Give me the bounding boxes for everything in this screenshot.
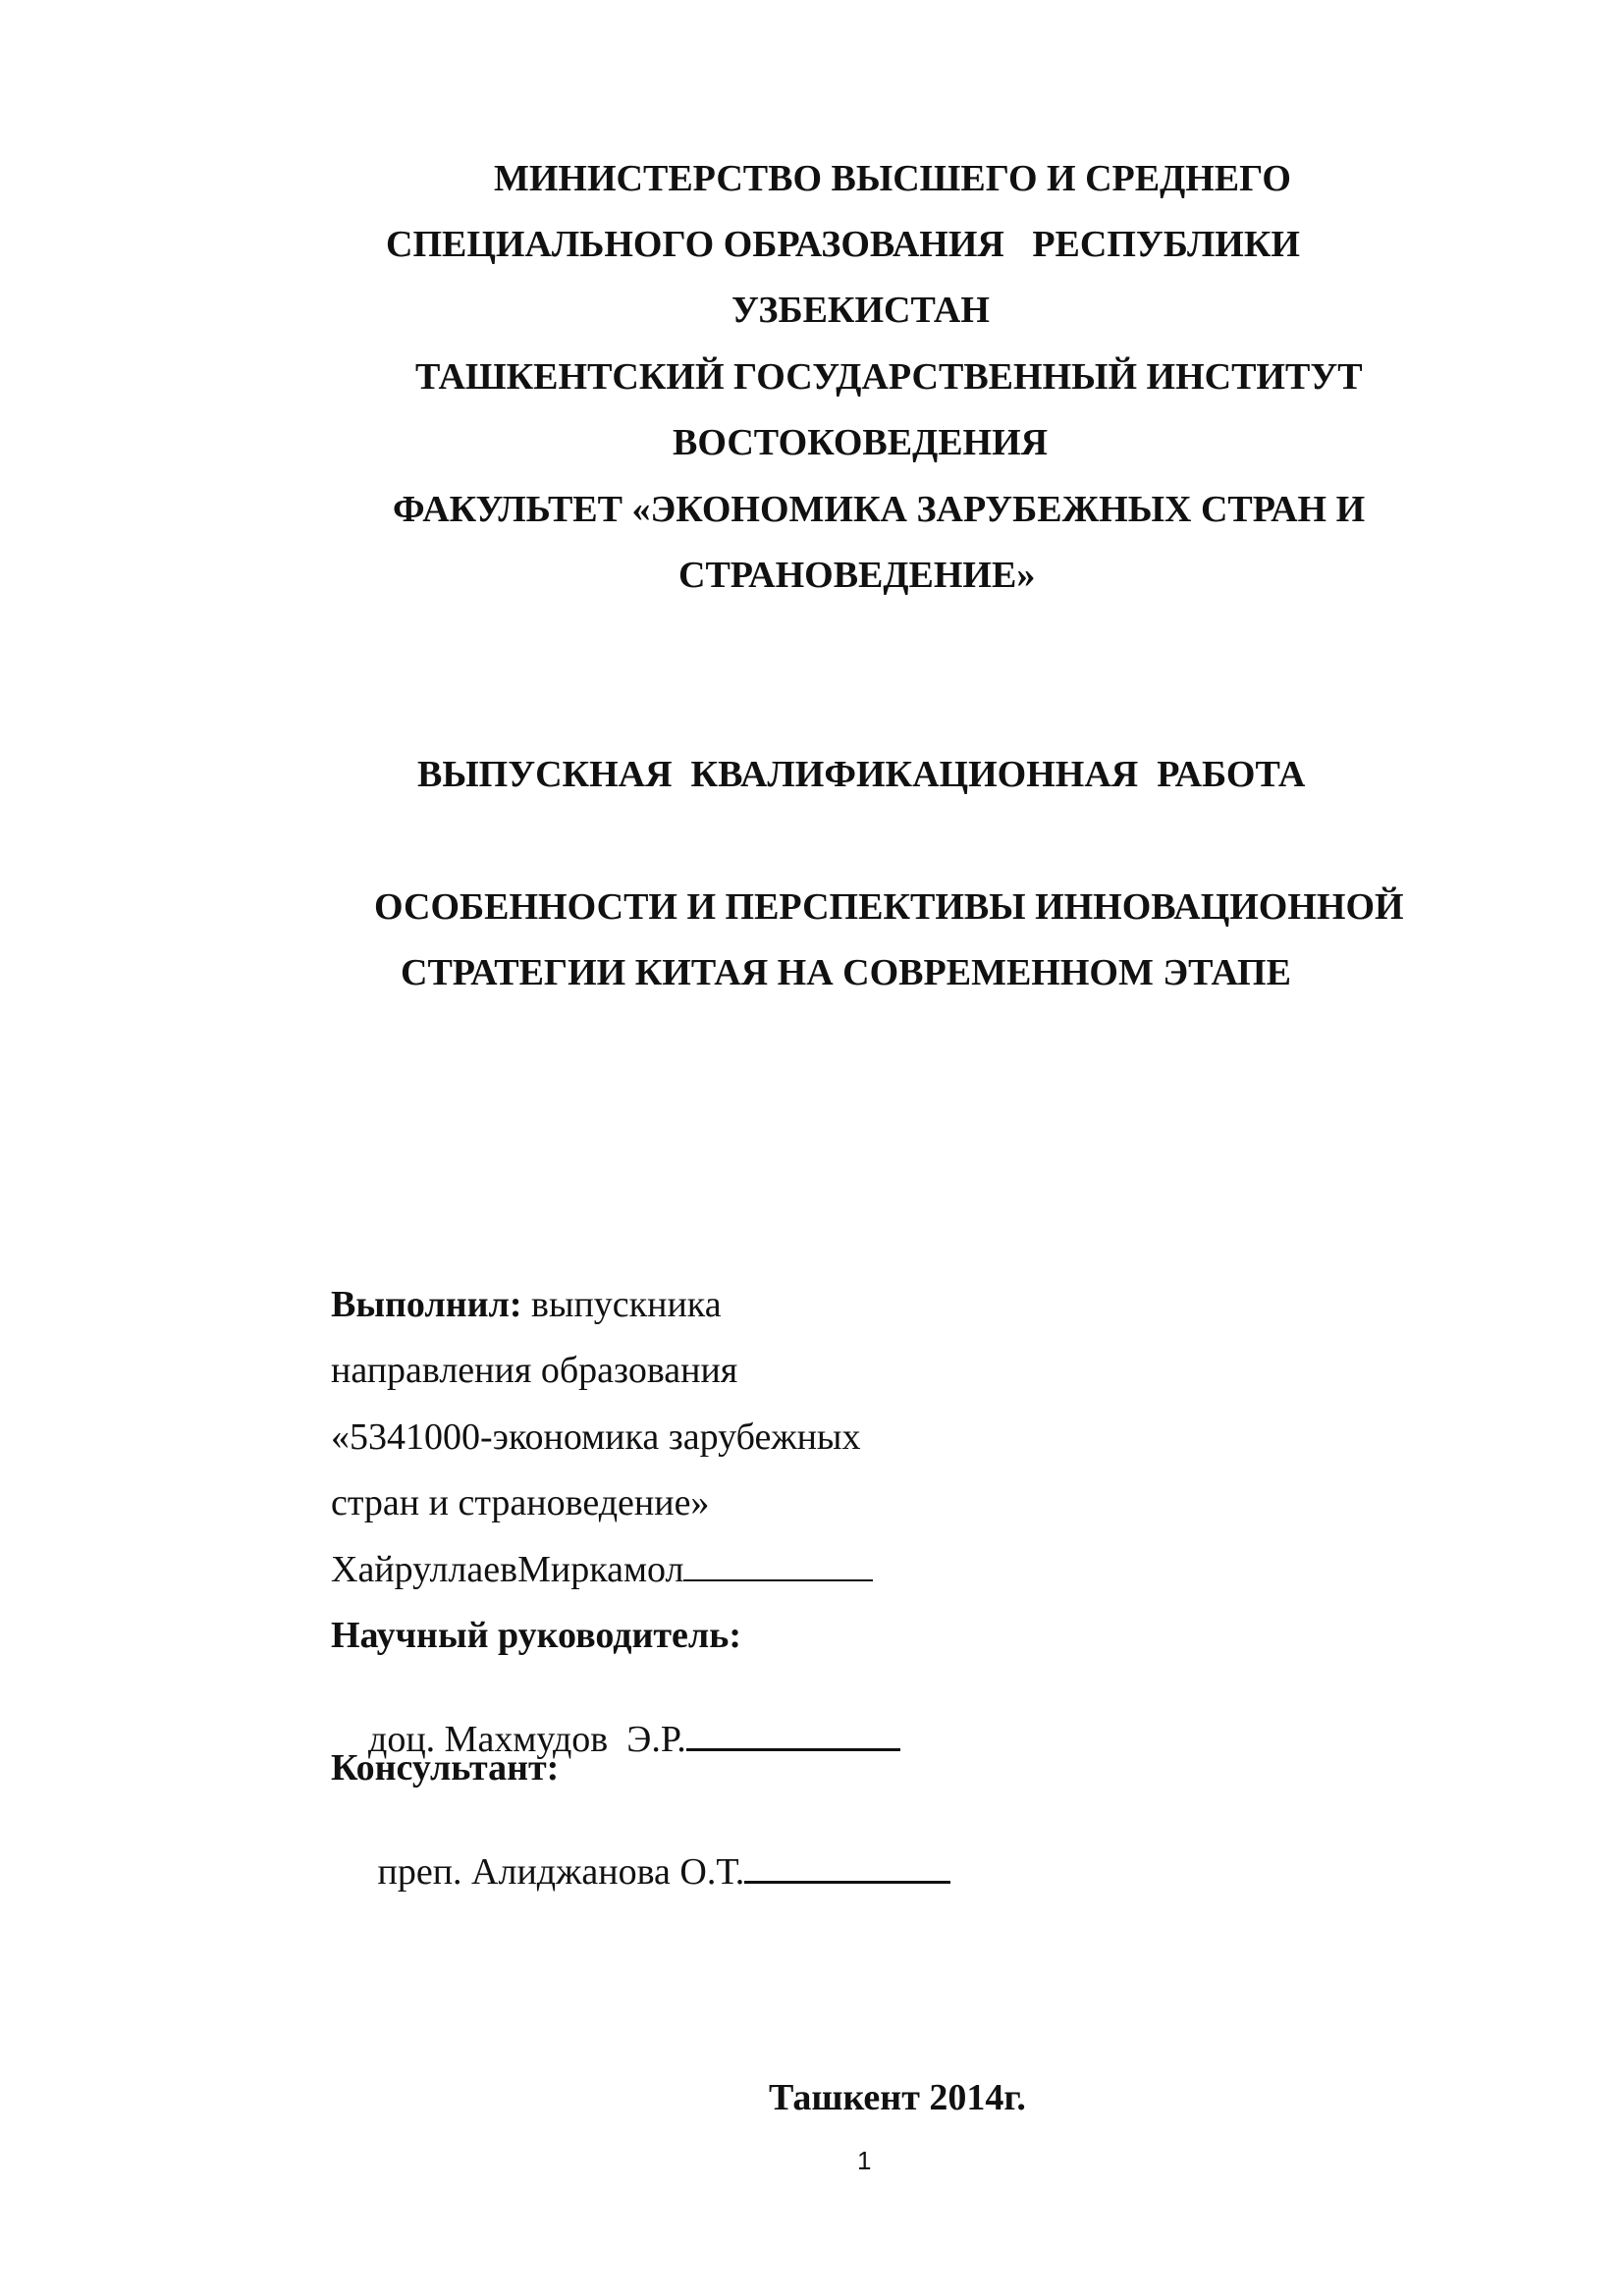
institute-line-1: ТАШКЕНТСКИЙ ГОСУДАРСТВЕННЫЙ ИНСТИТУТ — [415, 356, 1363, 398]
supervisor-label: Научный руководитель: — [331, 1615, 741, 1656]
consultant-name: преп. Алиджанова О.Т. — [368, 1851, 745, 1893]
ministry-line-2: СПЕЦИАЛЬНОГО ОБРАЗОВАНИЯ РЕСПУБЛИКИ — [386, 224, 1300, 265]
author-line-2: направления образования — [331, 1350, 738, 1391]
supervisor-name: доц. Махмудов Э.Р. — [368, 1719, 686, 1760]
ministry-line-3: УЗБЕКИСТАН — [731, 290, 990, 331]
author-line-3: «5341000-экономика зарубежных — [331, 1416, 861, 1458]
author-line-4: стран и страноведение» — [331, 1482, 710, 1523]
signature-line — [683, 1579, 873, 1581]
faculty-line-2: СТРАНОВЕДЕНИЕ» — [678, 555, 1036, 596]
faculty-line-1: ФАКУЛЬТЕТ «ЭКОНОМИКА ЗАРУБЕЖНЫХ СТРАН И — [393, 489, 1366, 530]
author-name-line — [331, 1551, 873, 1588]
topic-line-2: СТРАТЕГИИ КИТАЯ НА СОВРЕМЕННОМ ЭТАПЕ — [401, 952, 1291, 993]
topic-line-1: ОСОБЕННОСТИ И ПЕРСПЕКТИВЫ ИННОВАЦИОННОЙ — [374, 886, 1404, 928]
work-type: ВЫПУСКНАЯ КВАЛИФИКАЦИОННАЯ РАБОТА — [417, 754, 1306, 795]
page-number: 1 — [857, 2146, 872, 2175]
signature-line — [744, 1881, 950, 1884]
place-year: Ташкент 2014г. — [769, 2077, 1026, 2118]
consultant-label: Консультант: — [331, 1747, 560, 1789]
author-line-1 — [331, 1286, 722, 1323]
consultant-name-line — [331, 1816, 950, 1928]
institute-line-2: ВОСТОКОВЕДЕНИЯ — [673, 422, 1049, 463]
signature-line — [686, 1748, 900, 1751]
author-name: ХайруллаевМиркамол — [331, 1549, 684, 1590]
ministry-line-1: МИНИСТЕРСТВО ВЫСШЕГО И СРЕДНЕГО — [494, 158, 1291, 199]
author-line-1-rest: выпускника — [521, 1284, 722, 1325]
author-label: Выполнил: — [331, 1284, 522, 1325]
